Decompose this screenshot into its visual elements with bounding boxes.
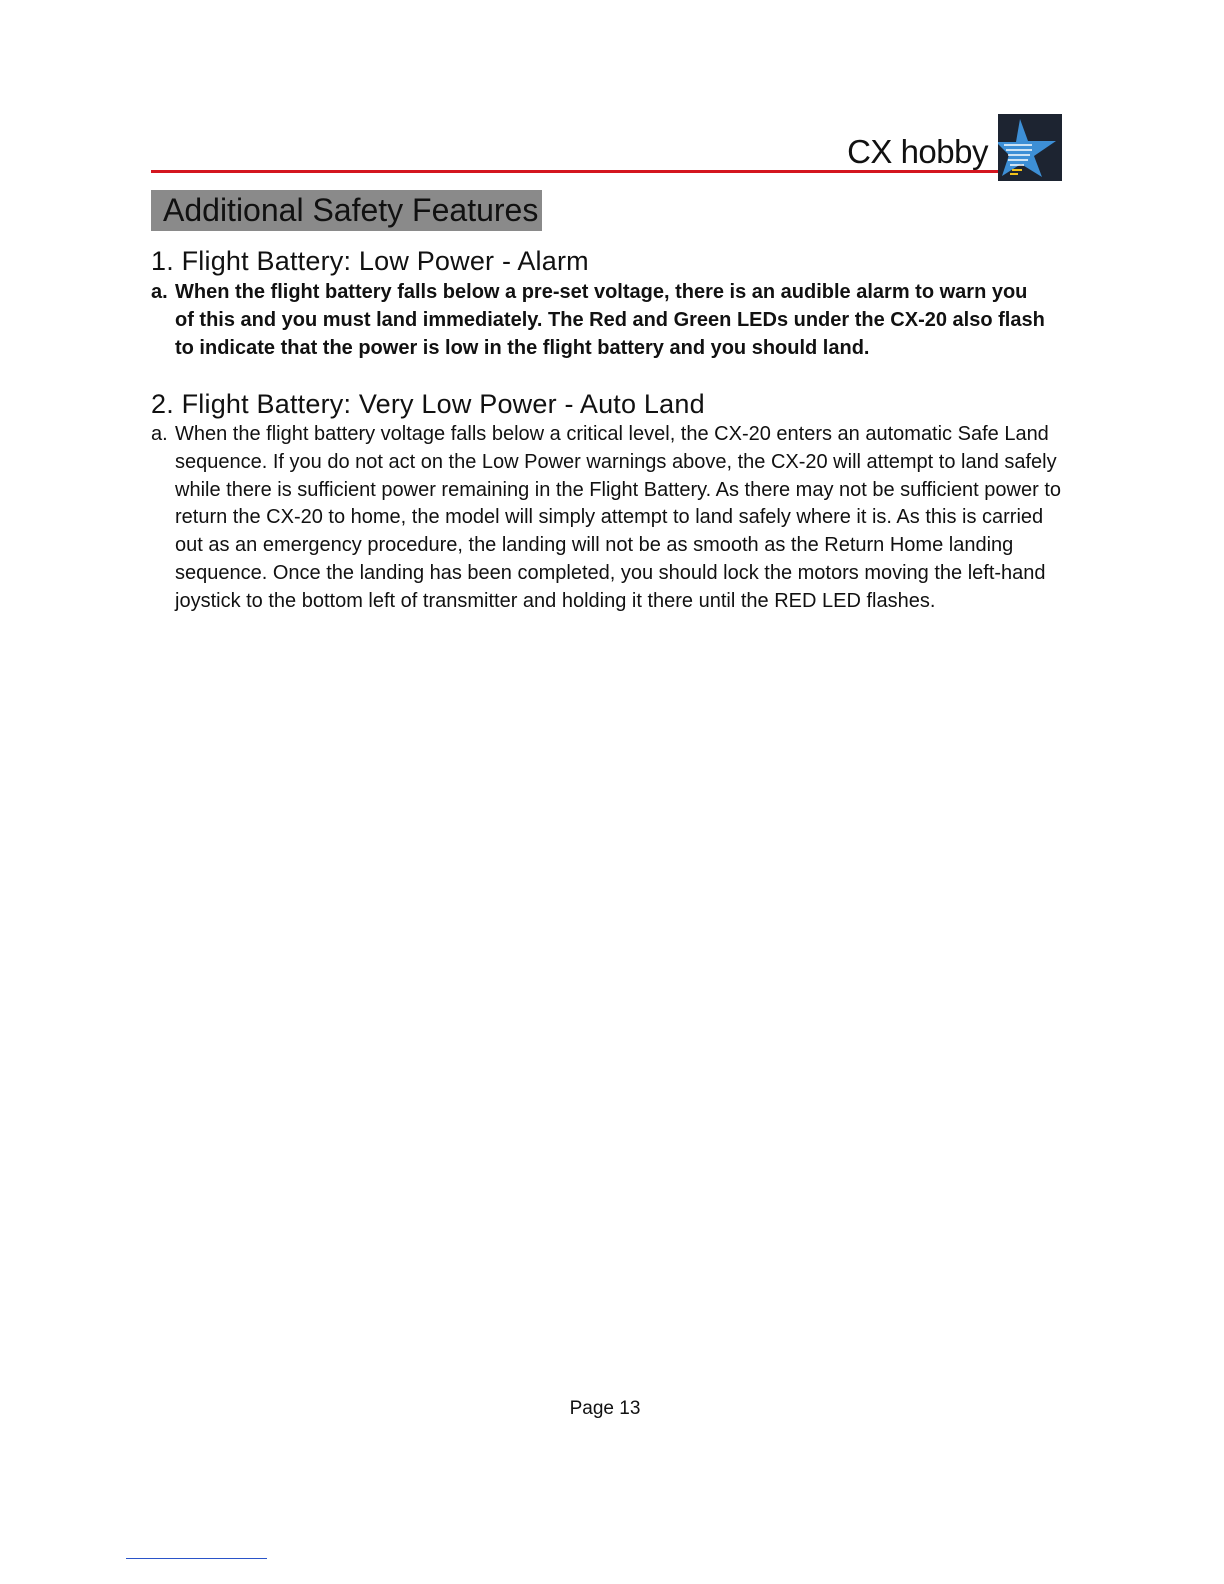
- item-low-power: [151, 279, 1051, 362]
- item-text: When the flight battery voltage falls below a critical level, the CX-20 enters an automatic Safe Land sequence. If you do not act on the Low Power warnings above, the CX-20 will attempt to land safely while there is sufficient power remaining in the Flight Battery. As there may not be sufficient power to return the CX-20 to home, the model will simply attempt to land safely where it is. As this is carried out as an emergency procedure, the landing will not be as smooth as the Return Home landing sequence. Once the landing has been completed, you should lock the motors moving the left-hand joystick to the bottom left of transmitter and holding it there until the RED LED flashes.: [175, 423, 1062, 612]
- footer-rule: [126, 1558, 267, 1559]
- section-title: Additional Safety Features: [151, 190, 542, 231]
- item-text: When the flight battery falls below a pre-set voltage, there is an audible alarm to warn you of this and you must land immediately. The Red and Green LEDs under the CX-20 also flash to indicate that the power is low in the flight battery and you should land.: [175, 281, 1045, 359]
- item-heading-very-low-power: 2. Flight Battery: Very Low Power - Auto Land: [151, 389, 705, 419]
- page-header: [151, 114, 1062, 182]
- brand-name: CX hobby: [847, 133, 988, 170]
- star-logo-icon: [998, 114, 1062, 181]
- page-number: Page 13: [569, 1398, 641, 1419]
- item-very-low-power: [151, 421, 1066, 616]
- item-heading-low-power: 1. Flight Battery: Low Power - Alarm: [151, 246, 589, 276]
- list-marker: a.: [151, 423, 168, 445]
- list-marker: a.: [151, 281, 168, 303]
